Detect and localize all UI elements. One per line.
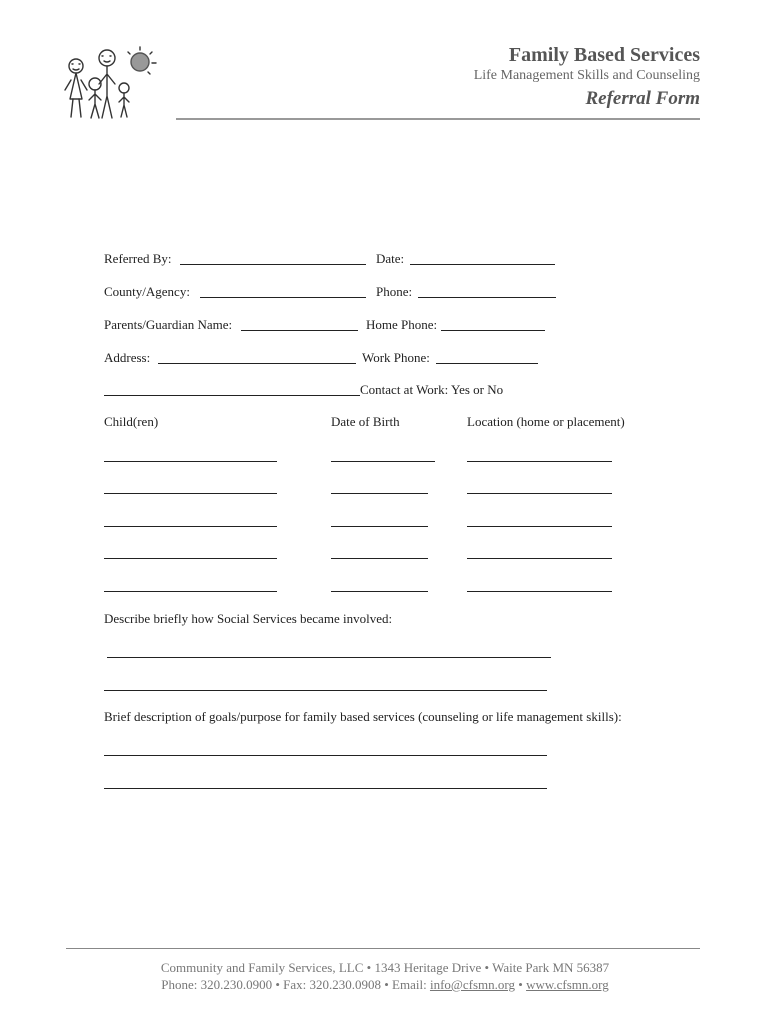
address-field[interactable] (158, 363, 356, 364)
goals-question: Brief description of goals/purpose for family based services (counseling or life management skills): (104, 709, 622, 724)
child-dob-field[interactable] (331, 558, 428, 559)
work-phone-field[interactable] (436, 363, 538, 364)
footer-phone-fax: Phone: 320.230.0900 • Fax: 320.230.0908 • Email: (161, 977, 430, 992)
social-services-answer-field[interactable] (104, 690, 547, 691)
website-link[interactable]: www.cfsmn.org (526, 977, 609, 992)
referred-by-field[interactable] (180, 264, 366, 265)
organization-title: Family Based Services (508, 44, 700, 66)
email-link[interactable]: info@cfsmn.org (429, 977, 515, 992)
footer-separator: • (515, 977, 527, 992)
child-name-field[interactable] (104, 558, 277, 559)
social-services-question: Describe briefly how Social Services became involved: (104, 611, 393, 626)
phone-label: Phone: (376, 284, 413, 299)
footer-address: Community and Family Services, LLC • 1343 Heritage Drive • Waite Park MN 56387 (160, 960, 610, 975)
parents-guardian-field[interactable] (241, 330, 358, 331)
footer-divider (66, 948, 700, 949)
contact-at-work-label: Contact at Work: Yes or No (360, 382, 504, 397)
child-name-field[interactable] (104, 591, 277, 592)
contact-at-work-field[interactable] (104, 395, 360, 396)
date-label: Date: (376, 251, 405, 266)
home-phone-label: Home Phone: (366, 317, 438, 332)
children-column-header: Child(ren) (104, 414, 159, 429)
home-phone-field[interactable] (441, 330, 545, 331)
county-agency-label: County/Agency: (104, 284, 190, 299)
social-services-answer-field[interactable] (107, 657, 551, 658)
address-label: Address: (104, 350, 151, 365)
goals-answer-field[interactable] (104, 788, 547, 789)
referred-by-label: Referred By: (104, 251, 172, 266)
child-name-field[interactable] (104, 493, 277, 494)
parents-guardian-label: Parents/Guardian Name: (104, 317, 233, 332)
child-location-field[interactable] (467, 461, 612, 462)
child-location-field[interactable] (467, 526, 612, 527)
child-dob-field[interactable] (331, 526, 428, 527)
child-dob-field[interactable] (331, 591, 428, 592)
organization-subtitle: Life Management Skills and Counseling (473, 68, 700, 83)
header-divider (176, 118, 700, 120)
child-location-field[interactable] (467, 591, 612, 592)
family-logo-icon (62, 44, 162, 126)
child-name-field[interactable] (104, 461, 277, 462)
phone-field[interactable] (418, 297, 556, 298)
location-column-header: Location (home or placement) (467, 414, 625, 429)
county-agency-field[interactable] (200, 297, 366, 298)
date-field[interactable] (410, 264, 555, 265)
goals-answer-field[interactable] (104, 755, 547, 756)
child-name-field[interactable] (104, 526, 277, 527)
footer-contact (0, 977, 770, 993)
child-dob-field[interactable] (331, 461, 435, 462)
form-title: Referral Form (585, 88, 700, 109)
work-phone-label: Work Phone: (362, 350, 430, 365)
child-dob-field[interactable] (331, 493, 428, 494)
date-of-birth-column-header: Date of Birth (331, 414, 400, 429)
child-location-field[interactable] (467, 493, 612, 494)
child-location-field[interactable] (467, 558, 612, 559)
